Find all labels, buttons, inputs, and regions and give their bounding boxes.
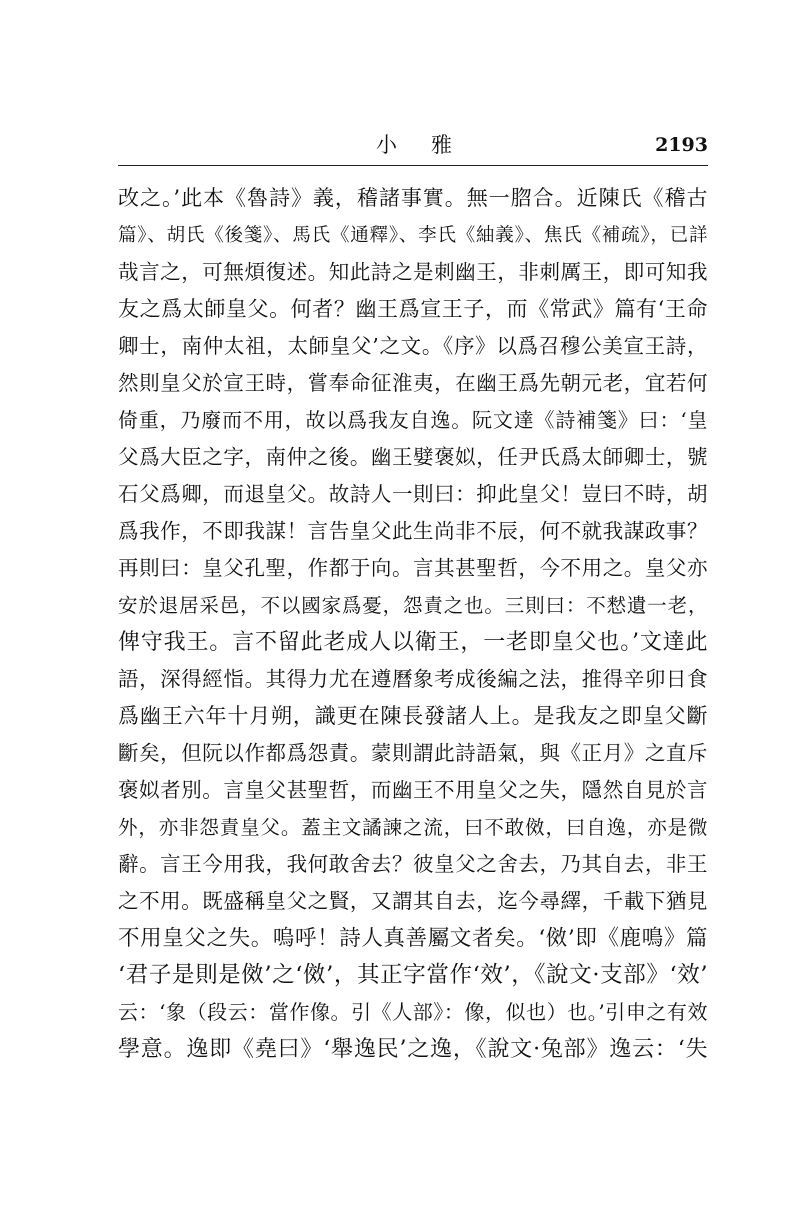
body-text [118, 180, 708, 1068]
text-line: 斷矣，但阮以作都爲怨責。蒙則謂此詩語氣，與《正月》之直斥 [118, 741, 708, 765]
text-line: 倚重，乃廢而不用，故以爲我友自逸。阮文達《詩補箋》曰：‘皇 [118, 408, 708, 432]
text-line: 友之爲太師皇父。何者？幽王爲宣王子，而《常武》篇有‘王命 [118, 297, 708, 321]
text-line: 安於退居采邑，不以國家爲憂，怨責之也。三則曰：不慭遺一老， [118, 594, 708, 617]
text-line: 學意。逸即《堯曰》‘舉逸民’之逸，《說文·兔部》逸云：‘失 [118, 1037, 708, 1062]
text-line: 父爲大臣之字，南仲之後。幽王嬖褒姒，任尹氏爲太師卿士，號 [118, 445, 708, 469]
text-line: 卿士，南仲太祖，太師皇父’之文。《序》以爲召穆公美宣王詩， [118, 334, 708, 358]
text-line: 之不用。既盛稱皇父之賢，又謂其自去，迄今尋繹，千載下猶見 [118, 889, 708, 913]
text-line: 石父爲卿，而退皇父。故詩人一則曰：抑此皇父！豈曰不時，胡 [118, 482, 708, 506]
text-line: 然則皇父於宣王時，嘗奉命征淮夷，在幽王爲先朝元老，宜若何 [118, 371, 708, 395]
running-header [118, 128, 708, 162]
text-line: 俾守我王。言不留此老成人以衛王，一老即皇父也。’文達此 [118, 630, 708, 655]
text-line: 外，亦非怨責皇父。蓋主文譎諫之流，曰不敢傚，曰自逸，亦是微 [118, 816, 708, 839]
text-line: ‘君子是則是傚’之‘傚’，其正字當作‘效’，《說文·支部》‘效’ [118, 962, 708, 988]
text-line: 改之。’此本《魯詩》義，稽諸事實。無一脗合。近陳氏《稽古 [118, 186, 708, 210]
header-rule [118, 165, 708, 166]
text-line: 再則曰：皇父孔聖，作都于向。言其甚聖哲，今不用之。皇父亦 [118, 556, 708, 580]
text-line: 爲我作，不即我謀！言告皇父此生尚非不辰，何不就我謀政事？ [118, 519, 708, 543]
section-title: 小雅 [376, 133, 486, 157]
text-line: 辭。言王今用我，我何敢舍去？彼皇父之舍去，乃其自去，非王 [118, 852, 708, 876]
text-line: 語，深得經恉。其得力尤在遵曆象考成後編之法，推得辛卯日食 [118, 667, 708, 691]
text-line: 哉言之，可無煩復述。知此詩之是刺幽王，非刺厲王，即可知我 [118, 260, 708, 284]
text-line: 褒姒者別。言皇父甚聖哲，而幽王不用皇父之失，隱然自見於言 [118, 778, 708, 802]
text-line: 篇》、胡氏《後箋》、馬氏《通釋》、李氏《紬義》、焦氏《補疏》，已詳 [118, 225, 708, 246]
text-line: 不用皇父之失。嗚呼！詩人真善屬文者矣。‘傚’即《鹿鳴》篇 [118, 926, 708, 951]
text-line: 云：‘象（段云：當作像。引《人部》：像，似也）也。’引申之有效 [118, 1000, 708, 1024]
text-line: 爲幽王六年十月朔，識更在陳長發諸人上。是我友之即皇父斷 [118, 704, 708, 728]
page-number: 2193 [655, 134, 708, 156]
